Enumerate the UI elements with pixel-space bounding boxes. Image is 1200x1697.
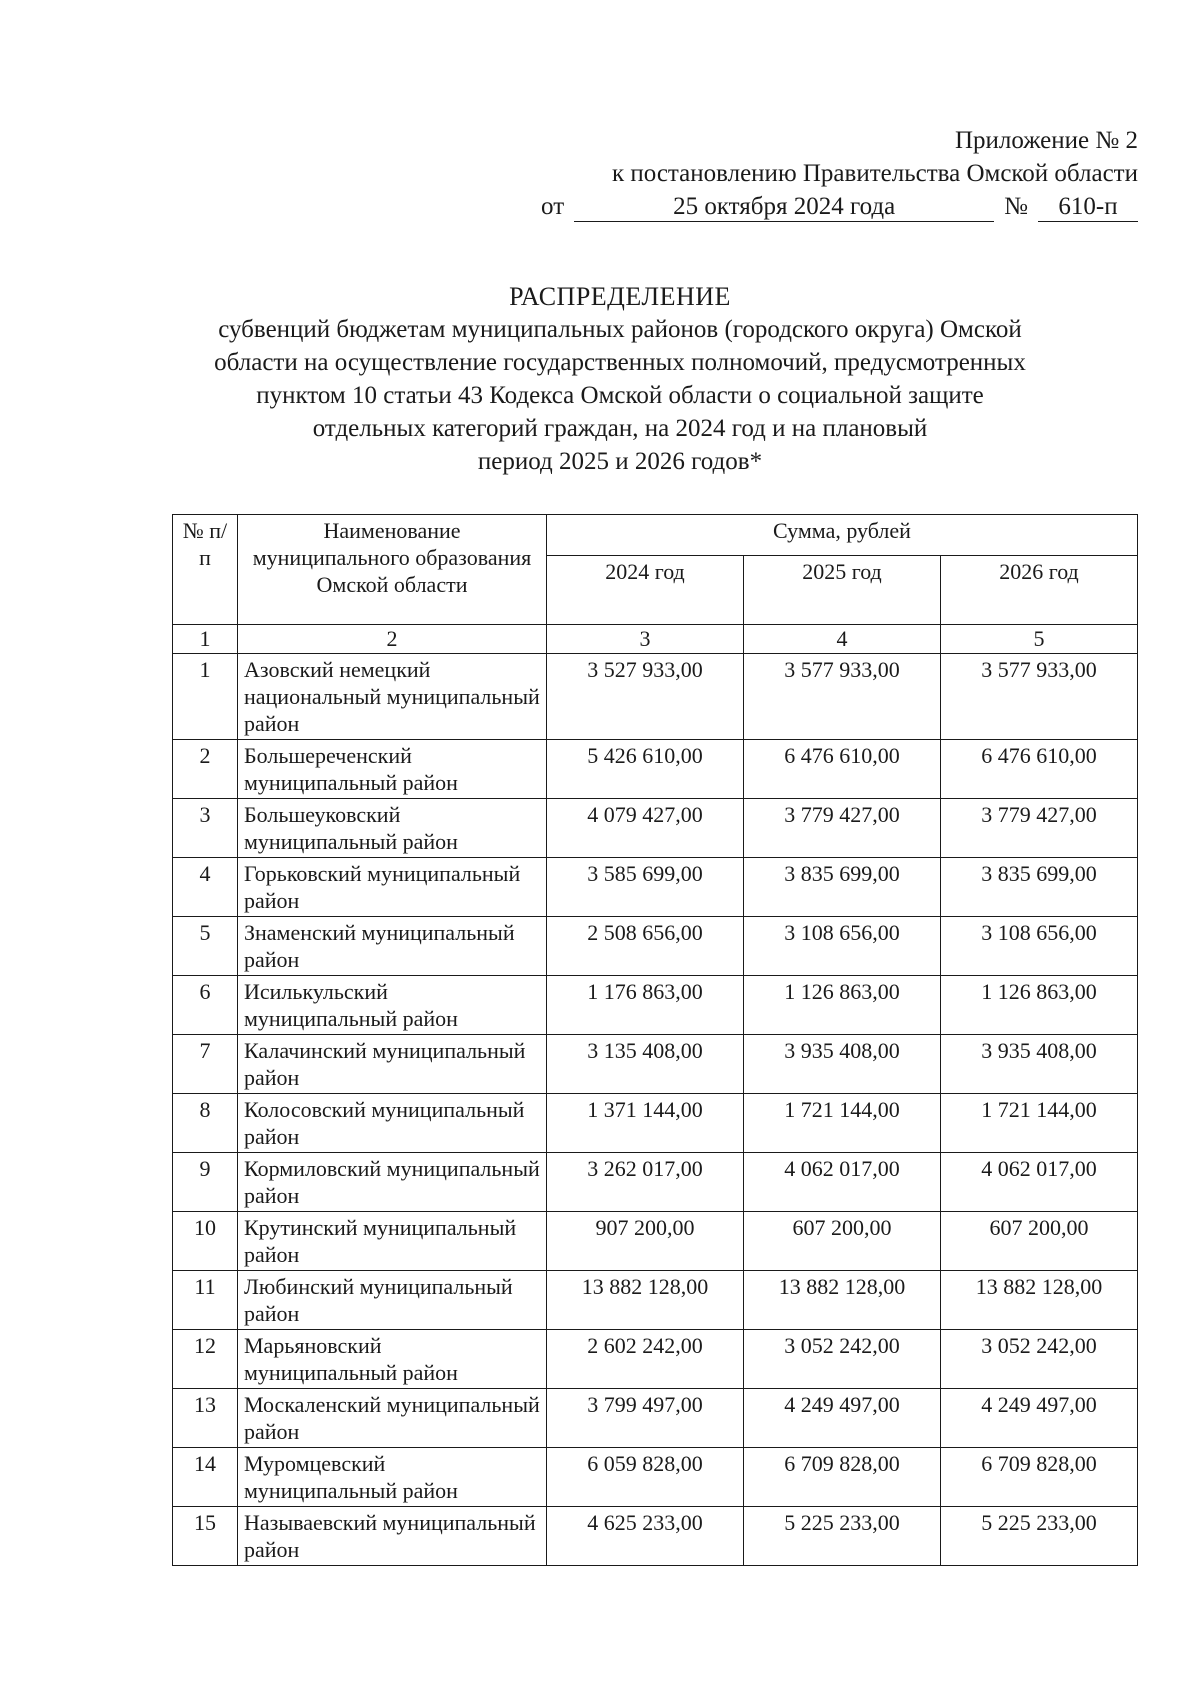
amount-2025: 3 935 408,00 xyxy=(744,1035,941,1094)
table-row xyxy=(173,1094,1138,1153)
title-heading: РАСПРЕДЕЛЕНИЕ xyxy=(509,282,731,311)
municipality-name: Большеуковский муниципальный район xyxy=(238,799,547,858)
header-2024: 2024 год xyxy=(547,556,744,625)
municipality-name: Азовский немецкий национальный муниципальный район xyxy=(238,654,547,740)
title-line: пунктом 10 статьи 43 Кодекса Омской области о социальной защите xyxy=(256,382,984,409)
column-number-row xyxy=(173,625,1138,654)
amount-2025: 1 721 144,00 xyxy=(744,1094,941,1153)
number-label: № xyxy=(1004,193,1028,220)
municipality-name: Знаменский муниципальный район xyxy=(238,917,547,976)
amount-2026: 3 052 242,00 xyxy=(941,1330,1138,1389)
title-line: период 2025 и 2026 годов* xyxy=(477,448,763,475)
amount-2025: 1 126 863,00 xyxy=(744,976,941,1035)
amount-2025: 3 052 242,00 xyxy=(744,1330,941,1389)
municipality-name: Кормиловский муниципальный район xyxy=(238,1153,547,1212)
amount-2024: 1 176 863,00 xyxy=(547,976,744,1035)
amount-2024: 3 135 408,00 xyxy=(547,1035,744,1094)
table-row xyxy=(173,1212,1138,1271)
amount-2026: 3 108 656,00 xyxy=(941,917,1138,976)
header-num: № п/п xyxy=(173,515,238,625)
municipality-name: Любинский муниципальный район xyxy=(238,1271,547,1330)
row-number: 4 xyxy=(173,858,238,917)
row-number: 11 xyxy=(173,1271,238,1330)
decree-date: 25 октября 2024 года xyxy=(574,193,994,222)
column-number: 5 xyxy=(941,625,1138,654)
amount-2026: 3 577 933,00 xyxy=(941,654,1138,740)
column-number: 2 xyxy=(238,625,547,654)
column-number: 3 xyxy=(547,625,744,654)
title-line: области на осуществление государственных полномочий, предусмотренных xyxy=(214,349,1026,376)
header-2026: 2026 год xyxy=(941,556,1138,625)
amount-2025: 6 709 828,00 xyxy=(744,1448,941,1507)
table-row xyxy=(173,1507,1138,1566)
amount-2026: 607 200,00 xyxy=(941,1212,1138,1271)
table-row xyxy=(173,917,1138,976)
amount-2025: 607 200,00 xyxy=(744,1212,941,1271)
amount-2024: 4 625 233,00 xyxy=(547,1507,744,1566)
municipality-name: Называевский муниципальный район xyxy=(238,1507,547,1566)
municipality-name: Горьковский муниципальный район xyxy=(238,858,547,917)
amount-2024: 5 426 610,00 xyxy=(547,740,744,799)
municipality-name: Большереченский муниципальный район xyxy=(238,740,547,799)
amount-2026: 6 709 828,00 xyxy=(941,1448,1138,1507)
row-number: 13 xyxy=(173,1389,238,1448)
row-number: 6 xyxy=(173,976,238,1035)
amount-2026: 4 062 017,00 xyxy=(941,1153,1138,1212)
table-row xyxy=(173,1035,1138,1094)
from-label: от xyxy=(541,193,565,220)
table-row xyxy=(173,858,1138,917)
amount-2024: 6 059 828,00 xyxy=(547,1448,744,1507)
amount-2024: 1 371 144,00 xyxy=(547,1094,744,1153)
municipality-name: Крутинский муниципальный район xyxy=(238,1212,547,1271)
amount-2025: 6 476 610,00 xyxy=(744,740,941,799)
row-number: 8 xyxy=(173,1094,238,1153)
amount-2025: 3 779 427,00 xyxy=(744,799,941,858)
row-number: 1 xyxy=(173,654,238,740)
amount-2026: 4 249 497,00 xyxy=(941,1389,1138,1448)
amount-2024: 2 602 242,00 xyxy=(547,1330,744,1389)
row-number: 12 xyxy=(173,1330,238,1389)
appendix-header xyxy=(541,124,1138,223)
appendix-date-number xyxy=(541,190,1138,223)
amount-2026: 3 935 408,00 xyxy=(941,1035,1138,1094)
row-number: 10 xyxy=(173,1212,238,1271)
municipality-name: Калачинский муниципальный район xyxy=(238,1035,547,1094)
header-sum: Сумма, рублей xyxy=(547,515,1138,556)
row-number: 7 xyxy=(173,1035,238,1094)
amount-2024: 3 585 699,00 xyxy=(547,858,744,917)
amount-2026: 1 126 863,00 xyxy=(941,976,1138,1035)
column-number: 1 xyxy=(173,625,238,654)
table-row xyxy=(173,799,1138,858)
amount-2024: 13 882 128,00 xyxy=(547,1271,744,1330)
column-number: 4 xyxy=(744,625,941,654)
row-number: 15 xyxy=(173,1507,238,1566)
amount-2025: 4 062 017,00 xyxy=(744,1153,941,1212)
row-number: 14 xyxy=(173,1448,238,1507)
amount-2026: 3 779 427,00 xyxy=(941,799,1138,858)
municipality-name: Исилькульский муниципальный район xyxy=(238,976,547,1035)
table-row xyxy=(173,1448,1138,1507)
title-line: субвенций бюджетам муниципальных районов (городского округа) Омской xyxy=(218,316,1022,343)
amount-2024: 907 200,00 xyxy=(547,1212,744,1271)
header-name: Наименование муниципального образования Омской области xyxy=(238,515,547,625)
amount-2025: 13 882 128,00 xyxy=(744,1271,941,1330)
amount-2026: 1 721 144,00 xyxy=(941,1094,1138,1153)
amount-2025: 4 249 497,00 xyxy=(744,1389,941,1448)
amount-2024: 3 527 933,00 xyxy=(547,654,744,740)
table-row xyxy=(173,654,1138,740)
appendix-title: Приложение № 2 xyxy=(954,127,1138,154)
table-row xyxy=(173,1330,1138,1389)
municipality-name: Марьяновский муниципальный район xyxy=(238,1330,547,1389)
amount-2025: 3 577 933,00 xyxy=(744,654,941,740)
row-number: 2 xyxy=(173,740,238,799)
row-number: 9 xyxy=(173,1153,238,1212)
amount-2024: 4 079 427,00 xyxy=(547,799,744,858)
document-title xyxy=(150,280,1090,478)
table-row xyxy=(173,1271,1138,1330)
amount-2025: 5 225 233,00 xyxy=(744,1507,941,1566)
amount-2025: 3 835 699,00 xyxy=(744,858,941,917)
row-number: 5 xyxy=(173,917,238,976)
table-row xyxy=(173,1153,1138,1212)
amount-2024: 3 799 497,00 xyxy=(547,1389,744,1448)
appendix-reference: к постановлению Правительства Омской области xyxy=(611,160,1138,187)
table-row xyxy=(173,976,1138,1035)
table-row xyxy=(173,740,1138,799)
header-2025: 2025 год xyxy=(744,556,941,625)
row-number: 3 xyxy=(173,799,238,858)
decree-number: 610-п xyxy=(1038,193,1138,222)
table-row xyxy=(173,1389,1138,1448)
municipality-name: Колосовский муниципальный район xyxy=(238,1094,547,1153)
amount-2026: 3 835 699,00 xyxy=(941,858,1138,917)
amount-2024: 3 262 017,00 xyxy=(547,1153,744,1212)
amount-2026: 5 225 233,00 xyxy=(941,1507,1138,1566)
title-line: отдельных категорий граждан, на 2024 год и на плановый xyxy=(312,415,928,442)
municipality-name: Москаленский муниципальный район xyxy=(238,1389,547,1448)
amount-2025: 3 108 656,00 xyxy=(744,917,941,976)
amount-2024: 2 508 656,00 xyxy=(547,917,744,976)
amount-2026: 6 476 610,00 xyxy=(941,740,1138,799)
amount-2026: 13 882 128,00 xyxy=(941,1271,1138,1330)
municipality-name: Муромцевский муниципальный район xyxy=(238,1448,547,1507)
distribution-table xyxy=(172,514,1138,1566)
